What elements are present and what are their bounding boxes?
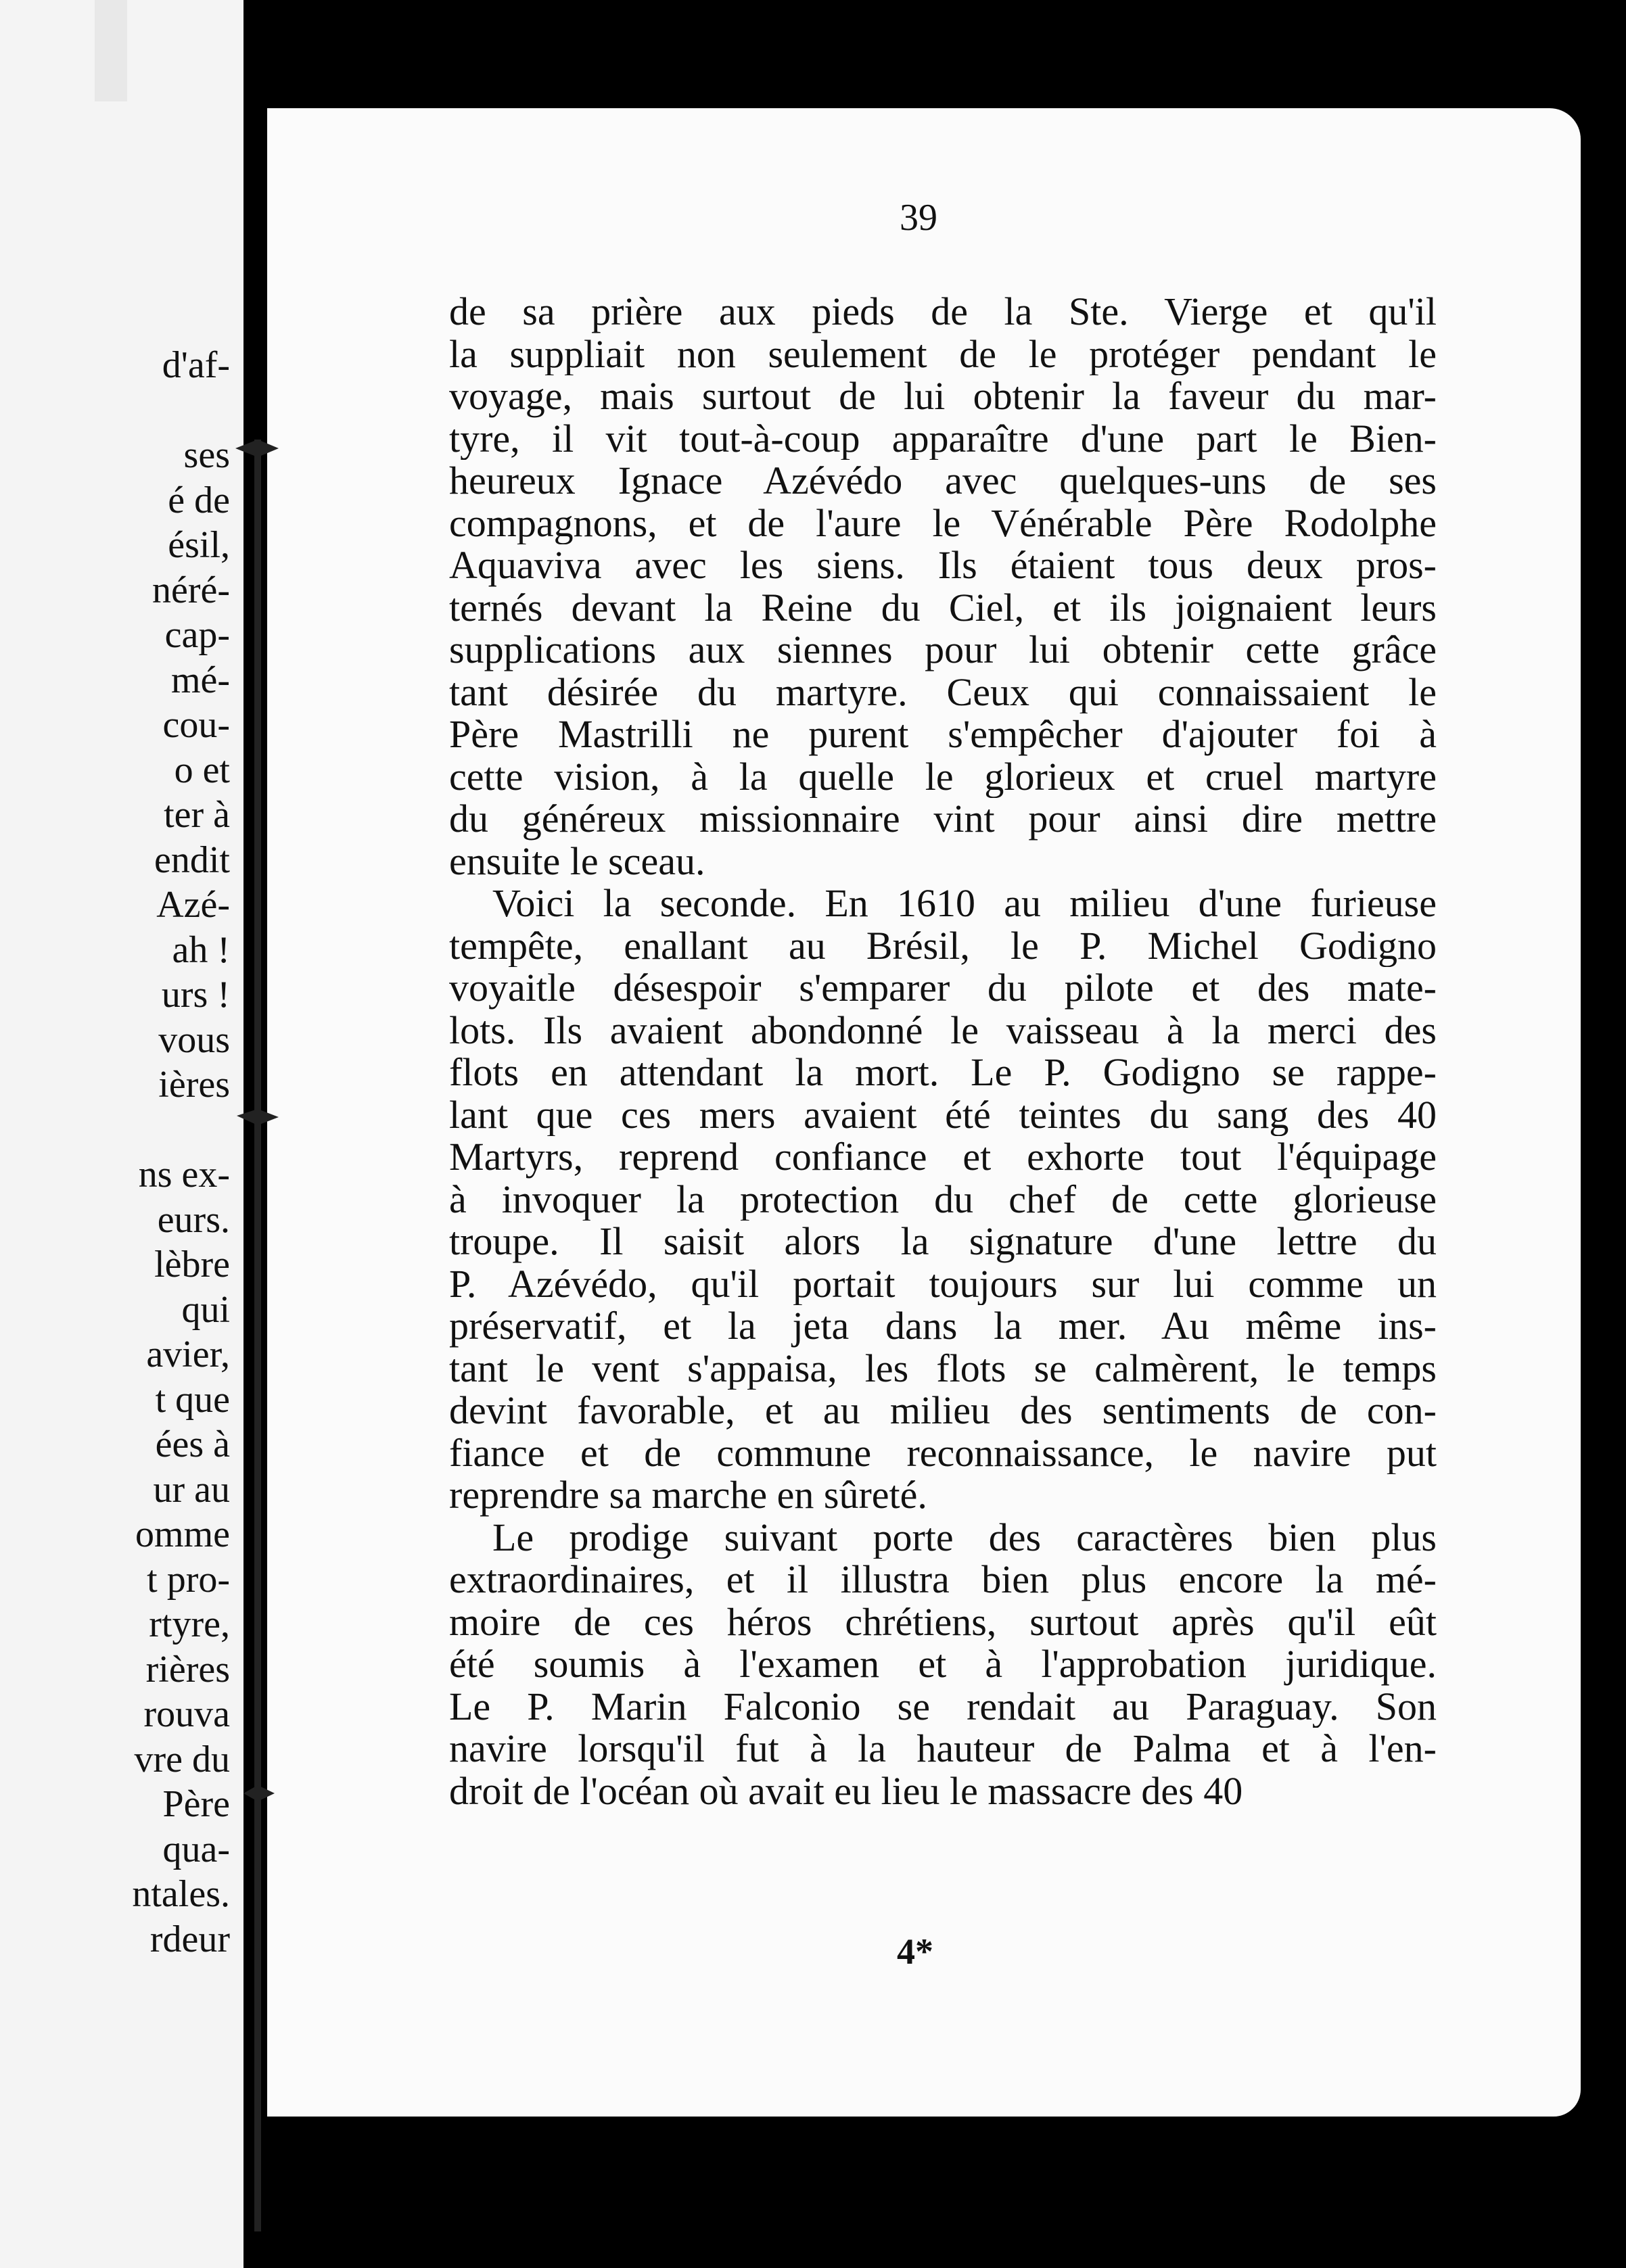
body-line: tyre, il vit tout-à-coup apparaître d'une part le Bien- <box>449 417 1437 460</box>
facing-page-line: qua- <box>162 1828 230 1870</box>
facing-page-line: lèbre <box>154 1244 230 1285</box>
body-line: voyaitle désespoir s'emparer du pilote et des mate- <box>449 967 1437 1010</box>
facing-page-line: eurs. <box>157 1198 230 1241</box>
stitch-mark <box>237 1109 279 1125</box>
body-line: lant que ces mers avaient été teintes du sang des 40 <box>449 1093 1437 1136</box>
body-line: lots. Ils avaient abondonné le vaisseau à la merci des <box>449 1009 1437 1052</box>
body-line: P. Azévédo, qu'il portait toujours sur lui comme un <box>449 1262 1437 1305</box>
body-line: préservatif, et la jeta dans la mer. Au même ins- <box>449 1305 1437 1348</box>
body-line: Aquaviva avec les siens. Ils étaient tous deux pros- <box>449 544 1437 587</box>
body-line: ensuite le sceau. <box>449 840 705 882</box>
body-line: Voici la seconde. En 1610 au milieu d'une furieuse <box>492 882 1437 925</box>
facing-page-line: avier, <box>146 1333 230 1375</box>
facing-page-line: néré- <box>152 569 230 611</box>
body-line: ternés devant la Reine du Ciel, et ils joignaient leurs <box>449 586 1437 629</box>
facing-page-line: endit <box>154 838 230 881</box>
body-line: de sa prière aux pieds de la Ste. Vierge et qu'il <box>449 291 1437 333</box>
page-number: 39 <box>900 197 937 239</box>
body-line: tant désirée du martyre. Ceux qui connaissaient le <box>449 671 1437 713</box>
facing-page-line: ées à <box>155 1423 230 1465</box>
facing-page-line: Père <box>162 1783 230 1825</box>
facing-page-line: Azé- <box>156 884 230 926</box>
body-line: Martyrs, reprend confiance et exhorte tout l'équipage <box>449 1136 1437 1179</box>
body-line: cette vision, à la quelle le glorieux et cruel martyre <box>449 755 1437 798</box>
body-line: compagnons, et de l'aure le Vénérable Père Rodolphe <box>449 502 1437 544</box>
body-line: Père Mastrilli ne purent s'empêcher d'ajouter foi à <box>449 713 1437 756</box>
facing-page-line: t que <box>155 1378 230 1421</box>
facing-page-line: ns ex- <box>138 1154 230 1196</box>
facing-page-line: t pro- <box>147 1558 230 1601</box>
body-line: supplications aux siennes pour lui obtenir cette grâce <box>449 629 1437 671</box>
facing-page-line: cou- <box>162 704 230 746</box>
facing-page-line: ntales. <box>132 1873 230 1915</box>
body-line: la suppliait non seulement de le protéger pendant le <box>449 333 1437 375</box>
body-line: devint favorable, et au milieu des sentiments de con- <box>449 1390 1437 1432</box>
stitch-mark <box>235 440 279 457</box>
facing-page-line: mé- <box>170 659 230 701</box>
facing-page-line: urs ! <box>161 974 230 1016</box>
facing-page-line: ses <box>183 434 230 476</box>
facing-page-line: ur au <box>153 1468 230 1511</box>
facing-page-line: omme <box>135 1513 230 1555</box>
facing-page-line: qui <box>181 1288 230 1331</box>
body-line: moire de ces héros chrétiens, surtout après qu'il eût <box>449 1601 1437 1643</box>
body-line: reprendre sa marche en sûreté. <box>449 1474 927 1517</box>
body-line: voyage, mais surtout de lui obtenir la faveur du mar- <box>449 375 1437 418</box>
body-line: extraordinaires, et il illustra bien plus encore la mé- <box>449 1559 1437 1601</box>
signature-mark: 4* <box>897 1931 933 1972</box>
facing-page-line: ésil, <box>168 524 230 566</box>
body-line: du généreux missionnaire vint pour ainsi dire mettre <box>449 798 1437 841</box>
facing-page-line: rières <box>145 1648 230 1691</box>
facing-page-line: vous <box>158 1018 230 1061</box>
facing-page-line: ières <box>158 1064 230 1106</box>
facing-page-line: ah ! <box>172 928 230 971</box>
body-line: été soumis à l'examen et à l'approbation juridique. <box>449 1643 1437 1686</box>
facing-page-line: é de <box>168 479 230 521</box>
body-line: à invoquer la protection du chef de cette glorieuse <box>449 1178 1437 1221</box>
body-line: heureux Ignace Azévédo avec quelques-uns de ses <box>449 460 1437 502</box>
page-edge <box>95 0 127 101</box>
facing-page-line: rtyre, <box>149 1603 230 1645</box>
facing-page-line: ter à <box>164 794 230 836</box>
facing-page-line: rouva <box>143 1693 230 1735</box>
body-line: tant le vent s'appaisa, les flots se calmèrent, le temps <box>449 1347 1437 1390</box>
facing-page-line: cap- <box>164 614 230 656</box>
body-line: navire lorsqu'il fut à la hauteur de Palma et à l'en- <box>449 1728 1437 1770</box>
body-line: droit de l'océan où avait eu lieu le massacre des 40 <box>449 1770 1243 1812</box>
body-line: troupe. Il saisit alors la signature d'une lettre du <box>449 1221 1437 1263</box>
facing-page-line: rdeur <box>149 1918 230 1960</box>
body-line: Le P. Marin Falconio se rendait au Paraguay. Son <box>449 1685 1437 1728</box>
facing-page-line: o et <box>174 749 230 791</box>
body-line: flots en attendant la mort. Le P. Godigno se rappe- <box>449 1052 1437 1094</box>
body-line: Le prodige suivant porte des caractères bien plus <box>492 1516 1437 1559</box>
body-line: fiance et de commune reconnaissance, le navire put <box>449 1432 1437 1474</box>
facing-page-line: vre du <box>134 1738 230 1780</box>
stitch-mark <box>243 1785 275 1801</box>
body-line: tempête, enallant au Brésil, le P. Michel Godigno <box>449 924 1437 967</box>
facing-page-line: d'af- <box>162 344 230 386</box>
